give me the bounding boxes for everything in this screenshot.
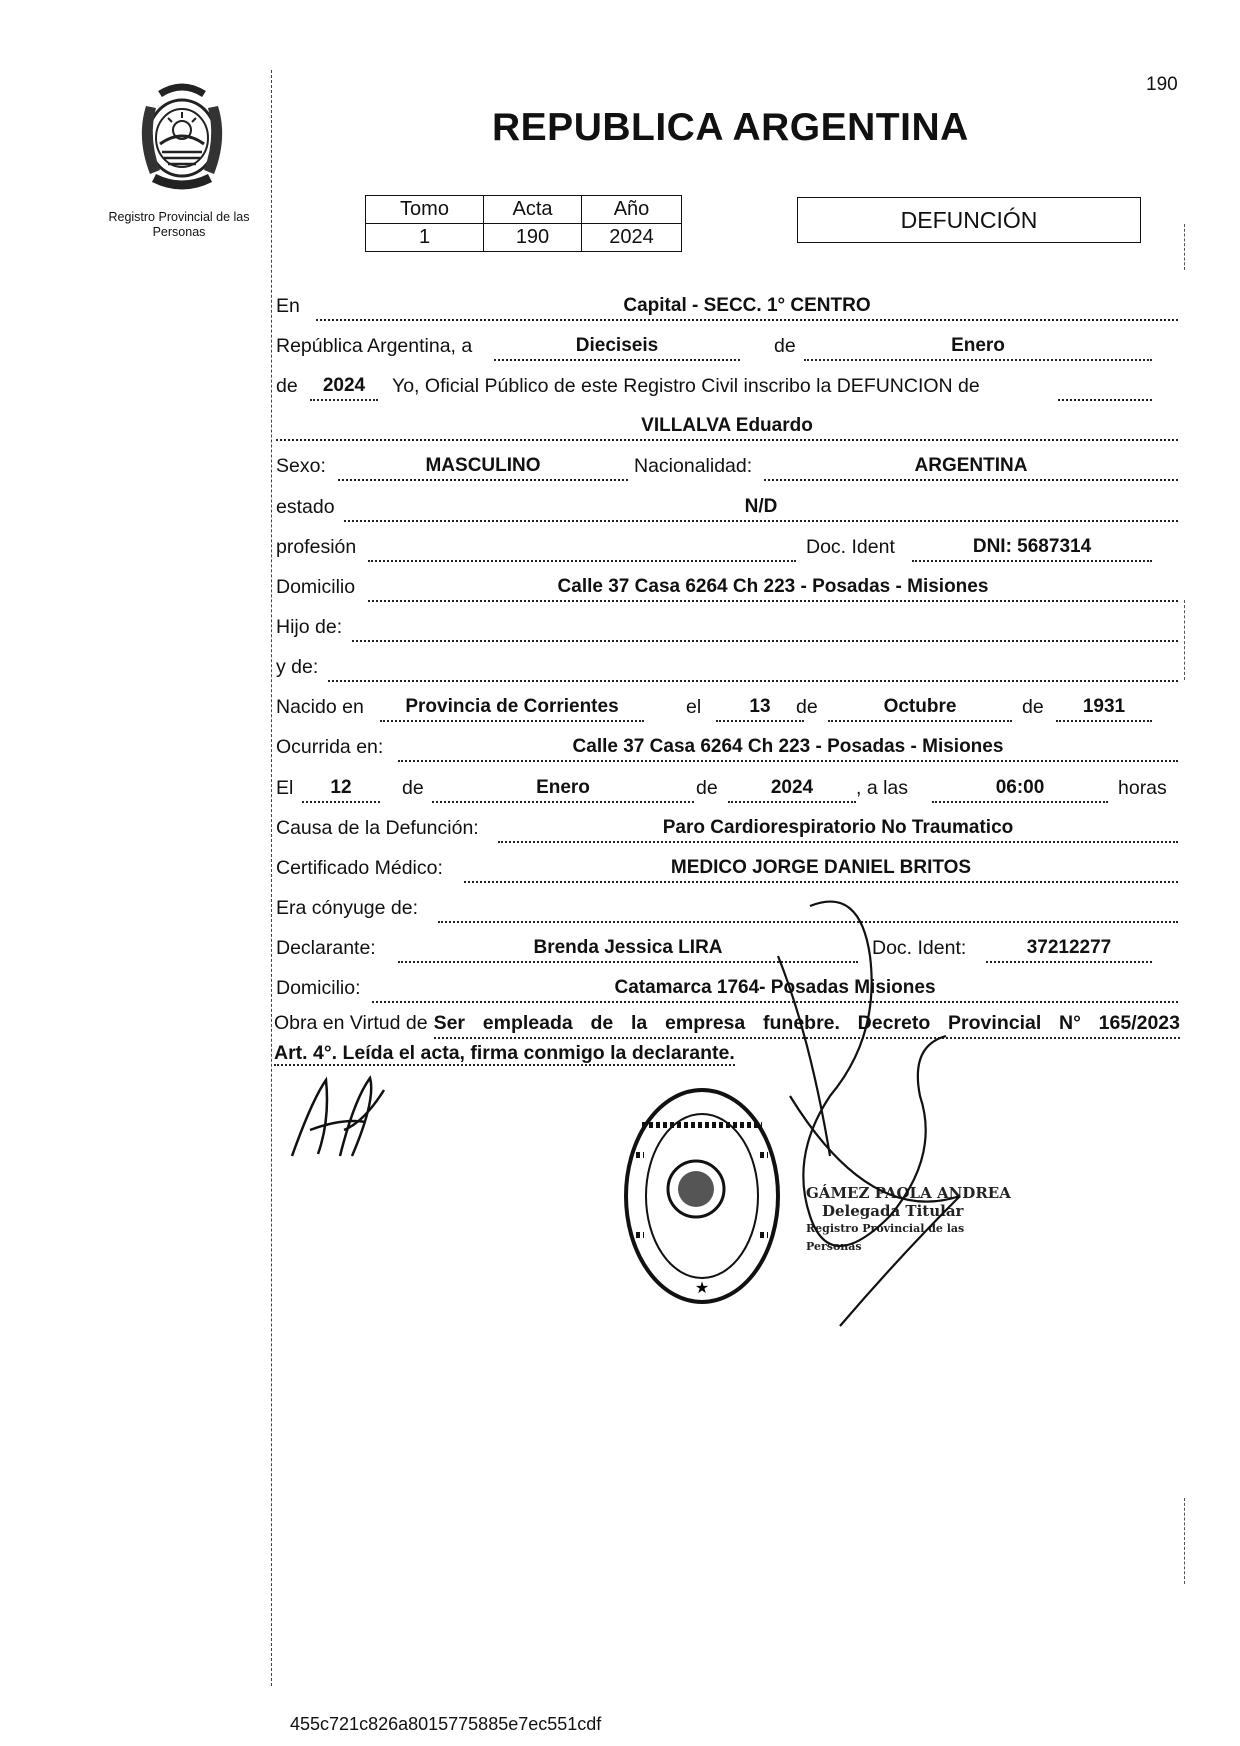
field-blank <box>1058 373 1152 401</box>
row-sexo <box>276 453 1178 483</box>
row-fecha <box>276 333 1178 363</box>
field-causa: Paro Cardiorespiratorio No Traumatico <box>498 815 1178 843</box>
field-def-anio: 2024 <box>728 775 856 803</box>
page-number: 190 <box>1146 74 1178 95</box>
field-dia: Dieciseis <box>494 333 740 361</box>
header-acta: Acta <box>484 196 582 224</box>
declarante-signature <box>282 1060 392 1170</box>
official-stamp <box>622 1085 782 1307</box>
document-hash: 455c721c826a8015775885e7ec551cdf <box>290 1714 602 1734</box>
row-nombre <box>276 413 1178 443</box>
label-nacionalidad: Nacionalidad: <box>634 455 753 477</box>
row-declarante <box>276 935 1178 965</box>
header-anio: Año <box>582 196 682 224</box>
label-el: el <box>686 696 702 718</box>
right-margin-mark <box>1184 600 1185 680</box>
row-conyuge <box>276 895 1178 925</box>
anio-value: 2024 <box>582 224 682 252</box>
field-certificado: MEDICO JORGE DANIEL BRITOS <box>464 855 1178 883</box>
field-nacido-mes: Octubre <box>828 694 1012 722</box>
field-yde <box>328 654 1178 682</box>
row-certificado <box>276 855 1178 885</box>
label-obra: Obra en Virtud de <box>274 1012 428 1034</box>
field-nacionalidad: ARGENTINA <box>764 453 1178 481</box>
label-en: En <box>276 295 300 317</box>
field-ocurrida: Calle 37 Casa 6264 Ch 223 - Posadas - Misiones <box>398 734 1178 762</box>
label-el: El <box>276 777 294 799</box>
issuer-name: Registro Provincial de las Personas <box>108 210 250 239</box>
label-hijo: Hijo de: <box>276 616 343 638</box>
label-de: de <box>1022 696 1044 718</box>
label-estado: estado <box>276 496 335 518</box>
label-doc: Doc. Ident <box>806 536 895 558</box>
field-doc: DNI: 5687314 <box>912 534 1152 562</box>
row-causa <box>276 815 1178 845</box>
row-estado <box>276 494 1178 524</box>
label-alas: , a las <box>856 777 909 799</box>
tomo-acta-anio-table <box>365 195 682 252</box>
right-margin-mark <box>1184 224 1185 270</box>
field-hijo <box>352 614 1178 642</box>
tomo-value: 1 <box>366 224 484 252</box>
field-obra: Ser empleada de la empresa funebre. Decreto Provincial N° 165/2023 <box>434 1009 1180 1039</box>
label-declarante: Declarante: <box>276 937 376 959</box>
label-domicilio: Domicilio <box>276 576 356 598</box>
label-de: de <box>696 777 718 799</box>
field-def-mes: Enero <box>432 775 694 803</box>
row-fecha-defuncion <box>276 775 1178 805</box>
label-yde: y de: <box>276 656 319 678</box>
label-ocurrida: Ocurrida en: <box>276 736 384 758</box>
label-de2: de <box>276 375 298 397</box>
delegada-role: Delegada Titular <box>822 1202 964 1220</box>
row-ocurrida <box>276 734 1178 764</box>
field-nacido-dia: 13 <box>716 694 804 722</box>
field-estado: N/D <box>344 494 1178 522</box>
right-margin-mark <box>1184 1498 1185 1584</box>
row-nacido <box>276 694 1178 724</box>
misiones-coat-of-arms-logo <box>124 78 240 194</box>
svg-text:★: ★ <box>694 1278 710 1297</box>
label-dec-domicilio: Domicilio: <box>276 977 361 999</box>
label-horas: horas <box>1118 777 1167 799</box>
field-mes: Enero <box>804 333 1152 361</box>
label-de: de <box>796 696 818 718</box>
act-type-box: DEFUNCIÓN <box>797 197 1141 243</box>
field-nombre: VILLALVA Eduardo <box>276 413 1178 441</box>
label-de: de <box>402 777 424 799</box>
delegada-name: GÁMEZ PAOLA ANDREA <box>806 1184 1011 1202</box>
delegada-org: Registro Provincial de las Personas <box>806 1222 965 1253</box>
field-dec-domicilio: Catamarca 1764- Posadas Misiones <box>372 975 1178 1003</box>
row-en <box>276 293 1178 323</box>
row-profesion <box>276 534 1178 564</box>
obra-en-virtud <box>274 1009 1180 1067</box>
field-sexo: MASCULINO <box>338 453 628 481</box>
field-anio: 2024 <box>310 373 378 401</box>
field-nacido-anio: 1931 <box>1056 694 1152 722</box>
row-dec-domicilio <box>276 975 1178 1005</box>
official-signature <box>770 896 970 1336</box>
row-hijo <box>276 614 1178 644</box>
label-certificado: Certificado Médico: <box>276 857 443 879</box>
label-profesion: profesión <box>276 536 357 558</box>
label-sexo: Sexo: <box>276 455 326 477</box>
row-yde <box>276 654 1178 684</box>
label-conyuge: Era cónyuge de: <box>276 897 419 919</box>
label-de: de <box>774 335 796 357</box>
header-tomo: Tomo <box>366 196 484 224</box>
inscribo-text: Yo, Oficial Público de este Registro Civil inscribo la DEFUNCION de <box>392 375 980 397</box>
field-obra-cont: Art. 4°. Leída el acta, firma conmigo la declarante. <box>274 1042 735 1064</box>
row-domicilio <box>276 574 1178 604</box>
field-def-dia: 12 <box>302 775 380 803</box>
field-lugar: Capital - SECC. 1° CENTRO <box>316 293 1178 321</box>
label-nacido: Nacido en <box>276 696 364 718</box>
field-dec-doc: 37212277 <box>986 935 1152 963</box>
acta-value: 190 <box>484 224 582 252</box>
table-header-row <box>366 196 682 224</box>
field-declarante: Brenda Jessica LIRA <box>398 935 858 963</box>
row-inscribo <box>276 373 1178 403</box>
label-dec-doc: Doc. Ident: <box>872 937 967 959</box>
field-profesion <box>368 534 796 562</box>
field-nacido-lugar: Provincia de Corrientes <box>380 694 644 722</box>
margin-line <box>271 70 272 1686</box>
label-republica: República Argentina, a <box>276 335 473 357</box>
table-row <box>366 224 682 252</box>
field-domicilio: Calle 37 Casa 6264 Ch 223 - Posadas - Misiones <box>368 574 1178 602</box>
label-causa: Causa de la Defunción: <box>276 817 479 839</box>
field-hora: 06:00 <box>932 775 1108 803</box>
page-title: REPUBLICA ARGENTINA <box>492 106 969 149</box>
